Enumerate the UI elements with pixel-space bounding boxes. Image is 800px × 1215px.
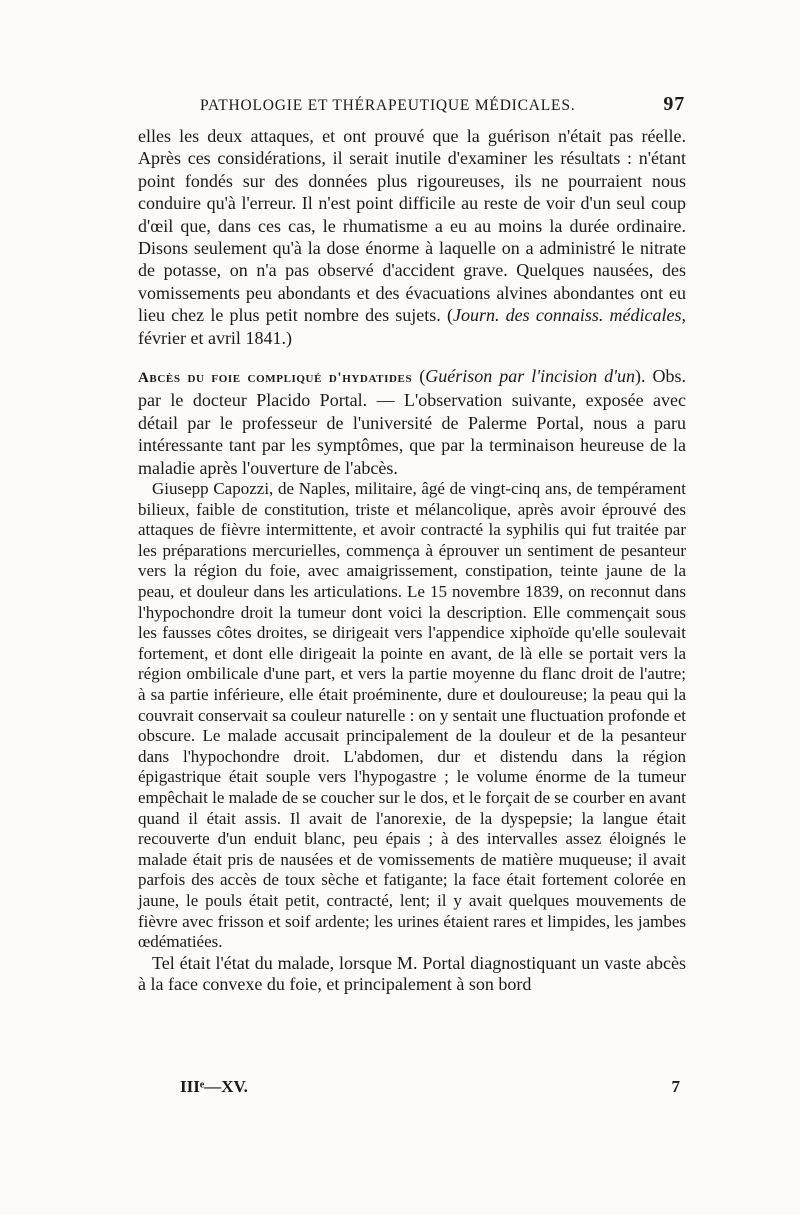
- signature-mark: IIIᵉ—XV.: [180, 1077, 248, 1096]
- journal-citation: Journ. des connaiss. médicales,: [452, 305, 687, 326]
- citation-date: février et avril 1841.): [138, 327, 292, 348]
- article-paren: (: [412, 366, 426, 387]
- signature-number: 7: [671, 1077, 680, 1096]
- article-text: ). Obs. par le docteur Placido Portal. — L'observation suivante, exposée avec détail par le professeur de l'université de Palerme Portal, nous a paru intéressante tant par les symptômes, que par la terminaison heureuse de la maladie après l'ouverture de l'abcès.: [138, 366, 686, 478]
- running-title: PATHOLOGIE ET THÉRAPEUTIQUE MÉDICALES.: [200, 97, 576, 114]
- article-subtitle: Guérison par l'incision d'un: [425, 366, 635, 387]
- running-head: [200, 93, 685, 115]
- paragraph-diagnosis: Tel était l'état du malade, lorsque M. Portal diagnostiquant un vaste abcès à la face convexe du foie, et principalement à son bord: [138, 952, 686, 994]
- case-description: Giusepp Capozzi, de Naples, militaire, âgé de vingt-cinq ans, de tempérament bilieux, faible de constitution, triste et mélancolique, après avoir éprouvé des attaques de fièvre intermittente, et avoir contracté la syphilis qui fut traitée par les préparations mercurielles, commença à éprouver un sentiment de pesanteur vers la région du foie, avec amaigrissement, constipation, teinte jaune de la peau, et douleur dans les articulations. Le 15 novembre 1839, on reconnut dans l'hypochondre droit la tumeur dont voici la description. Elle commençait sous les fausses côtes droites, se dirigeait vers l'appendice xiphoïde qu'elle soulevait fortement, et dont elle dirigeait la pointe en avant, de là elle se portait vers la région ombilicale d'une part, et vers la partie moyenne du flanc droit de l'autre; à sa partie inférieure, elle était proéminente, dure et douloureuse; la peau qui la couvrait conservait sa couleur naturelle : on y sentait une fluctuation profonde et obscure. Le malade accusait principalement de la douleur et de la pesanteur dans l'hypochondre droit. L'abdomen, dur et distendu dans la région épigastrique était souple vers l'hypogastre ; le volume énorme de la tumeur empêchait le malade de se coucher sur le dos, et le forçait de se courber en avant quand il était assis. Il avait de l'anorexie, de la dyspepsie; la langue était recouverte d'un enduit blanc, peu épais ; à des intervalles assez éloignés le malade était pris de nausées et de vomissements de matière muqueuse; il avait parfois des accès de toux sèche et fatigante; la face était fortement colorée en jaune, le pouls était petit, contracté, lent; il y avait quelques mouvements de fièvre avec frisson et soif ardente; les urines étaient rares et limpides, les jambes œdématiées.: [138, 479, 686, 952]
- article-intro: [138, 365, 686, 479]
- body-text: [138, 125, 686, 995]
- page-footer: [180, 1077, 680, 1097]
- paragraph-text: elles les deux attaques, et ont prouvé que la guérison n'était pas réelle. Après ces considérations, il serait inutile d'examiner les résultats : n'étant point fondés sur des données plus rigoureuses, ils ne pourraient nous conduire qu'à l'erreur. Il n'est point difficile au reste de voir d'un seul coup d'œil que, dans ces cas, le rhumatisme a eu au moins la durée ordinaire. Disons seulement qu'à la dose énorme à laquelle on a administré le nitrate de potasse, on n'a pas observé d'accident grave. Quelques nausées, des vomissements peu abondants et des évacuations alvines abondantes ont eu lieu chez le plus petit nombre des sujets. (: [138, 126, 686, 326]
- page-number: 97: [663, 93, 685, 115]
- article-title: Abcès du foie compliqué d'hydatides: [138, 370, 413, 387]
- paragraph-rheumatism-conclusion: [138, 125, 686, 349]
